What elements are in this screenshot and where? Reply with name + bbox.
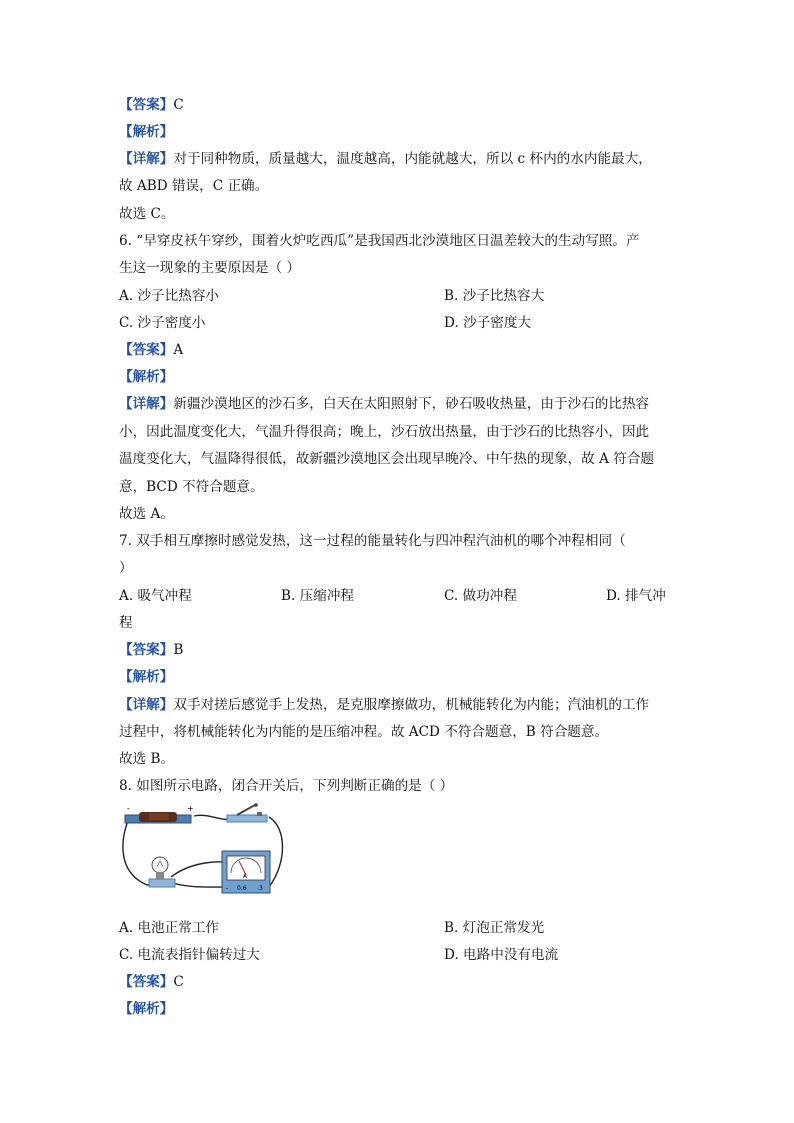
q6-detail-text: 意，BCD 不符合题意。 [119,479,264,495]
ammeter [222,851,270,893]
q6-detail-line: 【详解】新疆沙漠地区的沙石多，白天在太阳照射下，砂石吸收热量，由于沙石的比热容 [119,396,650,412]
wire [173,883,227,887]
answer-value: C [173,97,184,113]
q6-option-c: C. 沙子密度小 [119,315,206,331]
q6-option-d: D. 沙子密度大 [444,315,532,331]
ammeter-terminal-label: - [226,885,229,892]
answer-tag: 【答案】 [119,97,174,113]
q7-stem: 7. 双手相互摩擦时感觉发热，这一过程的能量转化与四冲程汽油机的哪个冲程相同（ [119,533,626,549]
q7-answer-value: B [173,642,184,658]
battery-plus-label: + [187,804,194,813]
analysis-heading: 【解析】 [119,124,174,140]
q7-analysis-heading: 【解析】 [119,669,174,685]
q6-option-a: A. 沙子比热容小 [119,288,220,304]
wire [123,818,159,885]
answer-line [119,96,184,114]
q7-option-c: C. 做功冲程 [444,588,517,604]
q8-option-b: B. 灯泡正常发光 [444,920,545,936]
q8-option-c: C. 电流表指针偏转过大 [119,947,260,963]
q7-detail-line: 【详解】双手对搓后感觉手上发热，是克服摩擦做功，机械能转化为内能；汽油机的工作 [119,697,650,713]
q6-stem: 6. “早穿皮袄午穿纱，围着火炉吃西瓜”是我国西北沙漠地区日温差较大的生动写照。产 [119,233,640,249]
q8-stem: 8. 如图所示电路，闭合开关后，下列判断正确的是（ ） [119,778,454,794]
detail-tag: 【详解】 [119,151,174,167]
q6-stem-cont: 生这一现象的主要原因是（ ） [119,260,301,276]
detail-line: 【详解】对于同种物质，质量越大，温度越高，内能就越大，所以 c 杯内的水内能最大， [119,151,652,167]
q7-option-a: A. 吸气冲程 [119,588,192,604]
q6-detail-text: 温度变化大，气温降得很低，故新疆沙漠地区会出现早晚冷、中午热的现象，故 A 符合题 [119,451,655,467]
q7-option-d: D. 排气冲 [606,588,666,604]
q7-option-d-wrap: 程 [119,615,133,631]
q6-detail-text: 小，因此温度变化大，气温升得很高；晚上，沙石放出热量，由于沙石的比热容小，因此 [119,424,650,440]
q6-choice-line: 故选 A。 [119,506,174,522]
q6-answer-value: A [173,342,184,358]
q7-option-b: B. 压缩冲程 [281,588,355,604]
q8-answer-value: C [173,974,184,990]
ammeter-terminal-label: 0.6 [237,885,247,892]
switch [227,803,267,822]
q8-option-d: D. 电路中没有电流 [444,947,559,963]
q8-option-a: A. 电池正常工作 [119,920,220,936]
q6-answer-line: 【答案】A [119,342,184,358]
choice-line: 故选 C。 [119,206,175,222]
bulb [149,857,175,887]
battery [125,804,194,823]
detail-text: 故 ABD 错误，C 正确。 [119,178,269,194]
q7-stem-cont: ） [119,560,133,576]
q7-detail-text: 过程中，将机械能转化为内能的是压缩冲程。故 ACD 不符合题意，B 符合题意。 [119,724,609,740]
circuit-diagram [119,803,289,895]
q8-answer-line: 【答案】C [119,974,184,990]
q8-analysis-heading: 【解析】 [119,1001,174,1017]
q7-choice-line: 故选 B。 [119,751,175,767]
q7-answer-line: 【答案】B [119,642,184,658]
wire [194,815,231,819]
battery-minus-label: - [127,804,130,813]
ammeter-letter: A [243,873,248,880]
wire [269,817,283,887]
ammeter-terminal-label: 3 [259,885,263,892]
q6-option-b: B. 沙子比热容大 [444,288,545,304]
q6-analysis-heading: 【解析】 [119,369,174,385]
